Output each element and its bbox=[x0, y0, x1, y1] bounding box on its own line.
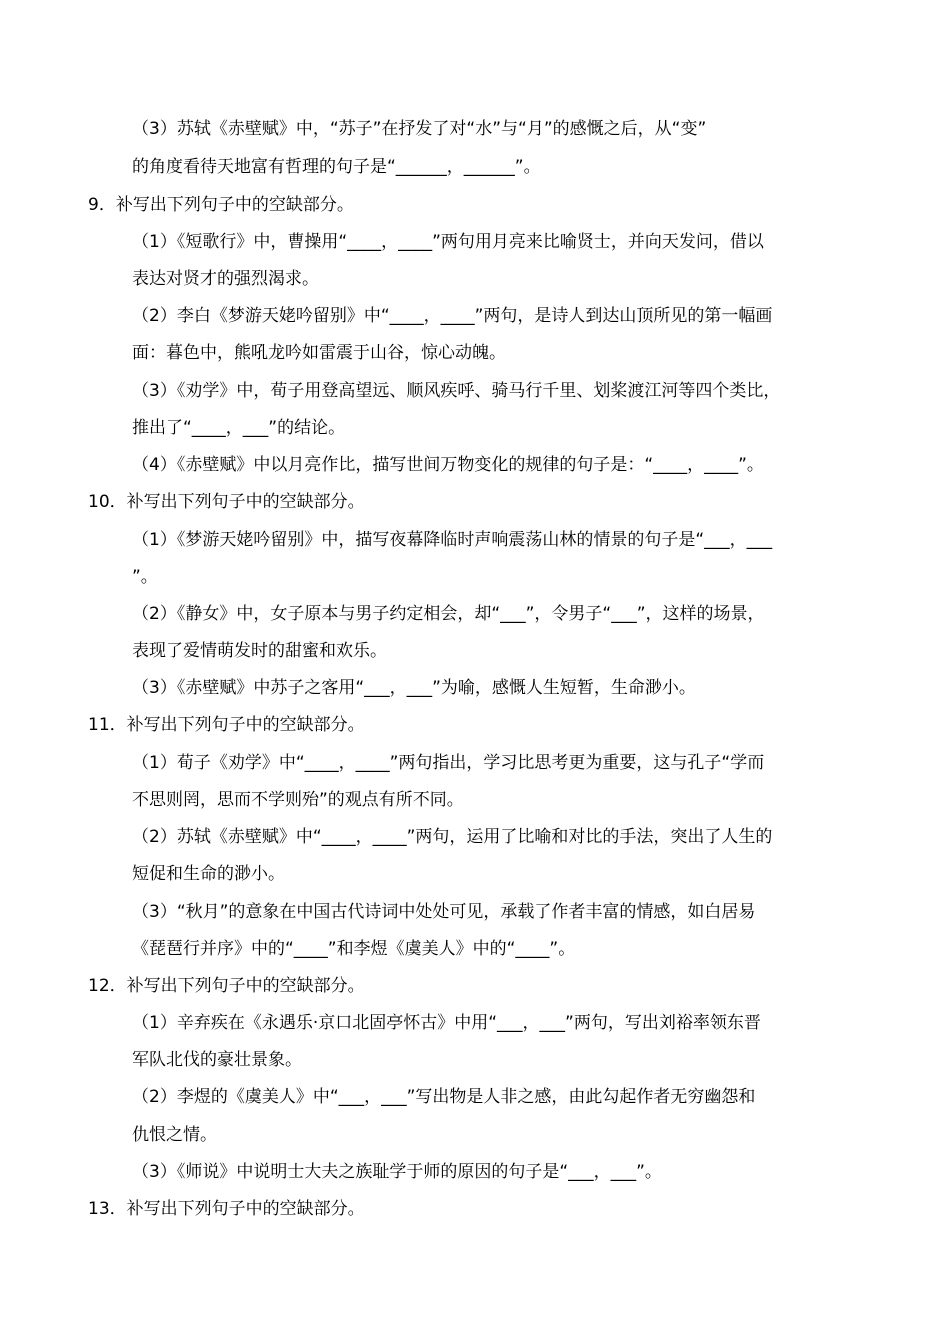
item-9-1-line-1: （1）《短歌行》中，曹操用“____，____”两句用月亮来比喻贤士，并向天发问，借以 bbox=[132, 232, 764, 252]
item-10-1-line-2: ”。 bbox=[132, 567, 158, 587]
item-10-1-line-1: （1）《梦游天姥吟留别》中，描写夜幕降临时声响震荡山林的情景的句子是“___，___ bbox=[132, 530, 773, 550]
item-11-3-line-2: 《琵琶行并序》中的“____”和李煜《虞美人》中的“____”。 bbox=[132, 939, 576, 959]
item-9-2-line-2: 面：暮色中，熊吼龙吟如雷震于山谷，惊心动魄。 bbox=[132, 343, 506, 363]
item-9-4-line-1: （4）《赤壁赋》中以月亮作比，描写世间万物变化的规律的句子是：“____，____”。 bbox=[132, 455, 764, 475]
item-8-3-line-2: 的角度看待天地富有哲理的句子是“______，______”。 bbox=[132, 157, 541, 177]
item-10-2-line-2: 表现了爱情萌发时的甜蜜和欢乐。 bbox=[132, 641, 387, 661]
item-9-1-line-2: 表达对贤才的强烈渴求。 bbox=[132, 269, 319, 289]
question-10-heading: 10．补写出下列句子中的空缺部分。 bbox=[88, 492, 365, 512]
item-9-2-line-1: （2）李白《梦游天姥吟留别》中“____，____”两句，是诗人到达山顶所见的第一幅画 bbox=[132, 306, 773, 326]
item-11-2-line-2: 短促和生命的渺小。 bbox=[132, 864, 285, 884]
item-12-2-line-1: （2）李煜的《虞美人》中“___，___”写出物是人非之感，由此勾起作者无穷幽怨和 bbox=[132, 1087, 756, 1107]
item-10-2-line-1: （2）《静女》中，女子原本与男子约定相会，却“___”，令男子“___”，这样的场景， bbox=[132, 604, 765, 624]
question-9-heading: 9．补写出下列句子中的空缺部分。 bbox=[88, 195, 354, 215]
item-9-3-line-2: 推出了“____，___”的结论。 bbox=[132, 418, 346, 438]
item-11-1-line-1: （1）荀子《劝学》中“____，____”两句指出，学习比思考更为重要，这与孔子“学而 bbox=[132, 753, 765, 773]
item-12-1-line-2: 军队北伐的豪壮景象。 bbox=[132, 1050, 302, 1070]
question-11-heading: 11．补写出下列句子中的空缺部分。 bbox=[88, 715, 365, 735]
item-11-3-line-1: （3）“秋月”的意象在中国古代诗词中处处可见，承载了作者丰富的情感，如白居易 bbox=[132, 902, 756, 922]
item-12-3-line-1: （3）《师说》中说明士大夫之族耻学于师的原因的句子是“___，___”。 bbox=[132, 1162, 662, 1182]
item-12-2-line-2: 仇恨之情。 bbox=[132, 1125, 217, 1145]
question-12-heading: 12．补写出下列句子中的空缺部分。 bbox=[88, 976, 365, 996]
item-10-3-line-1: （3）《赤壁赋》中苏子之客用“___，___”为喻，感慨人生短暂，生命渺小。 bbox=[132, 678, 696, 698]
item-11-2-line-1: （2）苏轼《赤壁赋》中“____，____”两句，运用了比喻和对比的手法，突出了人生的 bbox=[132, 827, 773, 847]
item-12-1-line-1: （1）辛弃疾在《永遇乐·京口北固亭怀古》中用“___，___”两句，写出刘裕率领东晋 bbox=[132, 1013, 761, 1033]
item-8-3-line-1: （3）苏轼《赤壁赋》中，“苏子”在抒发了对“水”与“月”的感慨之后，从“变” bbox=[132, 119, 707, 139]
item-9-3-line-1: （3）《劝学》中，荀子用登高望远、顺风疾呼、骑马行千里、划桨渡江河等四个类比， bbox=[132, 381, 781, 401]
item-11-1-line-2: 不思则罔，思而不学则殆”的观点有所不同。 bbox=[132, 790, 464, 810]
question-13-heading: 13．补写出下列句子中的空缺部分。 bbox=[88, 1199, 365, 1219]
